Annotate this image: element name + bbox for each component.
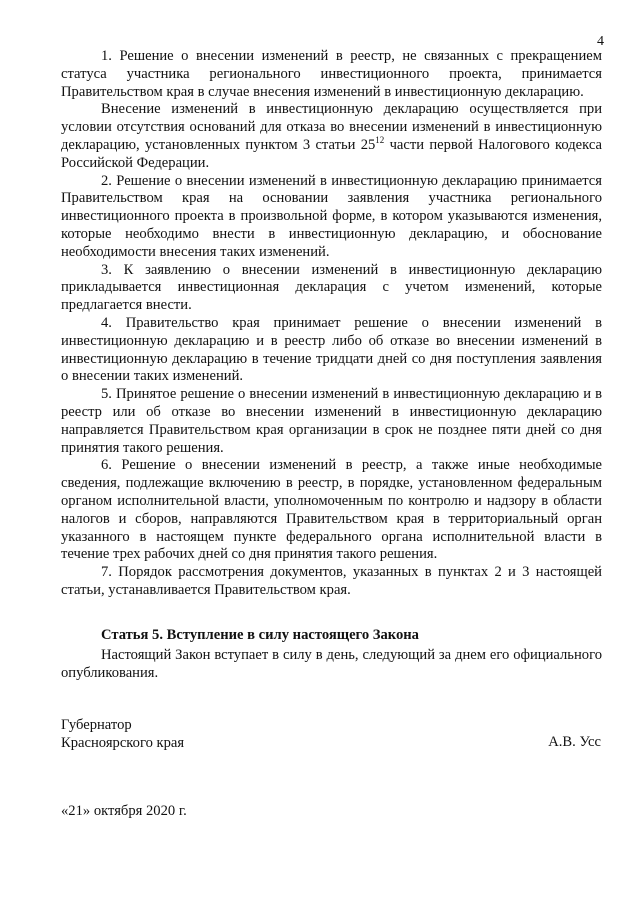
- superscript-12: 12: [375, 135, 385, 146]
- signature-region: Красноярского края: [61, 735, 185, 751]
- article-5-paragraph: Настоящий Закон вступает в силу в день, следующий за днем его официального опубликования.: [61, 647, 602, 681]
- signature-name: А.В. Усс: [548, 734, 601, 750]
- signature-title: Губернатор: [61, 717, 132, 733]
- paragraph-1a-text: Внесение изменений в инвестиционную декларацию осуществляется при условии отсутствия оснований для отказа во внесении изменений в инвестиционную декларацию, установленных пунктом 3 статьи 25: [61, 101, 602, 153]
- article-5-title: Статья 5. Вступление в силу настоящего Закона: [101, 627, 419, 643]
- signature-block: [61, 716, 602, 752]
- paragraph-5: 5. Принятое решение о внесении изменений в инвестиционную декларацию и в реестр или об отказе во внесении изменений в инвестиционную декларацию направляется Правительством края организации в срок не позднее пяти дней со дня принятия такого решения.: [61, 386, 602, 456]
- document-date: «21» октября 2020 г.: [61, 803, 187, 819]
- paragraph-6: 6. Решение о внесении изменений в реестр, а также иные необходимые сведения, подлежащие включению в реестр, в порядке, установленном федеральным органом исполнительной власти, уполномоченным по контролю и надзору в области налогов и сборов, направляются Правительством края в территориальный орган указанного в настоящем пункте федерального органа исполнительной власти в течение трех рабочих дней со дня принятия такого решения.: [61, 457, 602, 563]
- paragraph-7: 7. Порядок рассмотрения документов, указанных в пунктах 2 и 3 настоящей статьи, устанавливается Правительством края.: [61, 564, 602, 598]
- article-5-body: [61, 646, 602, 682]
- paragraph-3: 3. К заявлению о внесении изменений в инвестиционную декларацию прикладывается инвестиционная декларация с учетом изменений, которые предлагается внести.: [61, 261, 602, 314]
- paragraph-1a: [61, 101, 602, 172]
- paragraph-1a-tail: части первой Налогового кодекса Российской Федерации.: [61, 136, 602, 171]
- page-number: 4: [597, 34, 604, 49]
- paragraph-1: 1. Решение о внесении изменений в реестр, не связанных с прекращением статуса участника регионального инвестиционного проекта, принимается Правительством края в случае внесения изменений в инвестиционную декларацию.: [61, 48, 602, 100]
- paragraph-4: 4. Правительство края принимает решение о внесении изменений в инвестиционную декларацию и в реестр либо об отказе во внесении изменений в инвестиционную декларацию в течение тридцати дней со дня поступления заявления о внесении таких изменений.: [61, 314, 602, 385]
- article-4-body: [61, 48, 602, 600]
- paragraph-2: 2. Решение о внесении изменений в инвестиционную декларацию принимается Правительством края на основании заявления участника регионального инвестиционного проекта в произвольной форме, в котором указываются изменения, которые необходимо внести в инвестиционную декларацию, и обоснование необходимости внесения таких изменений.: [61, 172, 602, 260]
